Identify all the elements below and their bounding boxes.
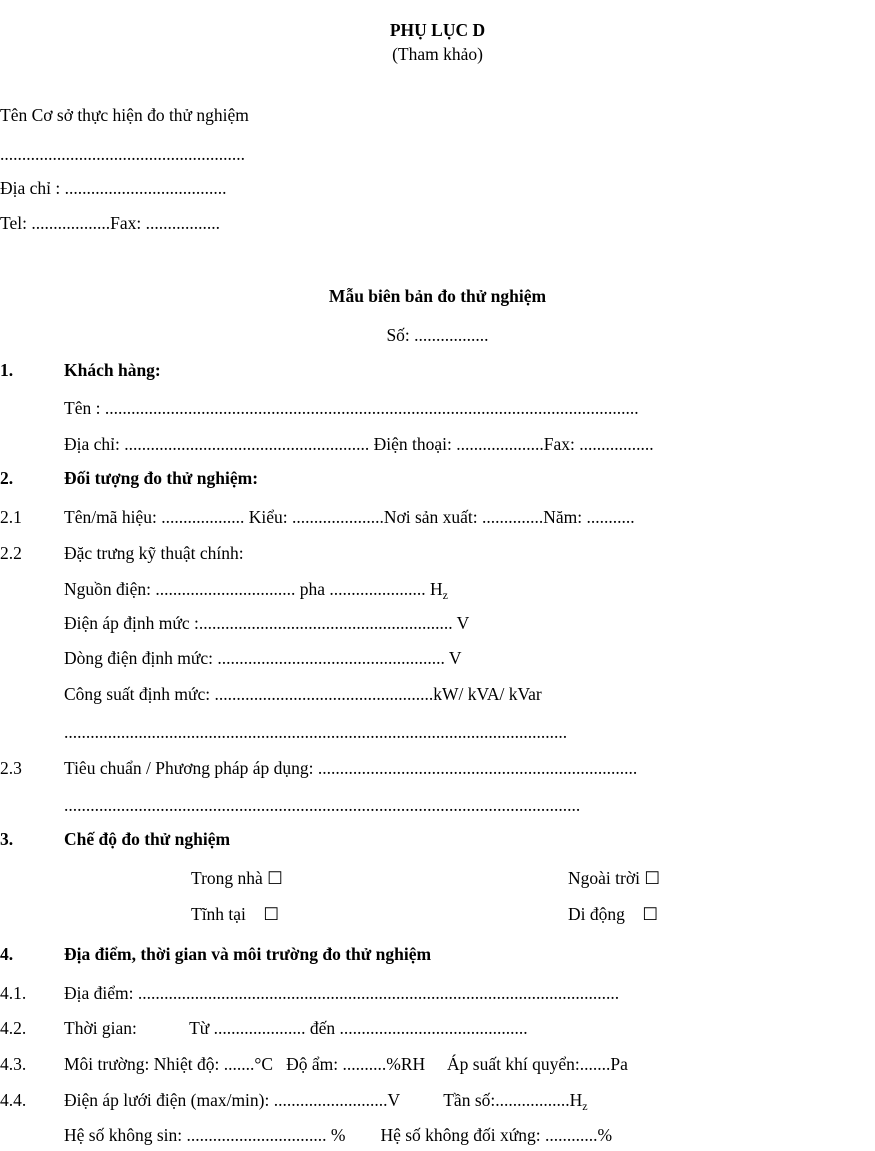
object-name-model-origin-year: Tên/mã hiệu: ................... Kiểu: .....................Nơi sản xuất: ..............Năm: ........... (64, 507, 635, 527)
report-title: Mẫu biên bản đo thử nghiệm (328, 286, 547, 306)
facility-name-dots: ........................................................ (0, 144, 245, 164)
standard-method-dots: ...................................................................................................................... (64, 795, 581, 815)
test-location: Địa điểm: .............................................................................................................. (64, 983, 620, 1003)
section-1-number: 1. (0, 360, 14, 380)
section-4-4-number: 4.4. (0, 1090, 27, 1110)
standard-method: Tiêu chuẩn / Phương pháp áp dụng: ......................................................................... (64, 758, 638, 778)
rated-power: Công suất định mức: ..................................................kW/ kVA/ kVar (64, 684, 542, 704)
page-subtitle: (Tham khảo) (392, 44, 483, 64)
mode-mobile-checkbox[interactable]: Di động ☐ (568, 904, 659, 924)
mode-indoor-checkbox[interactable]: Trong nhà ☐ (191, 868, 283, 888)
power-source: Nguồn điện: ................................ pha ...................... $H_z$ (64, 579, 448, 602)
customer-name: Tên : .......................................................................................................................... (64, 398, 639, 418)
mode-outdoor-checkbox[interactable]: Ngoài trời ☐ (568, 868, 661, 888)
section-4-2-number: 4.2. (0, 1018, 27, 1038)
rated-voltage: Điện áp định mức :.......................................................... V (64, 613, 470, 633)
grid-voltage-frequency: Điện áp lưới điện (max/min): ..........................V Tần $số:.................H_z$ (64, 1090, 588, 1113)
section-2-2-number: 2.2 (0, 543, 22, 563)
technical-specs-title: Đặc trưng kỹ thuật chính: (64, 543, 244, 563)
section-4-3-number: 4.3. (0, 1054, 27, 1074)
non-sine-asymmetry-factors: Hệ số không sin: ................................ % Hệ số không đối xứng: ............% (64, 1125, 613, 1145)
section-3-number: 3. (0, 829, 14, 849)
section-3-title: Chế độ đo thử nghiệm (64, 829, 231, 849)
section-4-number: 4. (0, 944, 14, 964)
customer-address-phone-fax: Địa chỉ: ........................................................ Điện thoại: ....................Fax: ................. (64, 434, 654, 454)
report-number: Số: ................. (386, 325, 489, 345)
section-2-3-number: 2.3 (0, 758, 22, 778)
test-environment: Môi trường: Nhiệt độ: .......°C Độ ẩm: ..........%RH Áp suất khí quyển:.......Pa (64, 1054, 628, 1074)
test-time: Thời gian: Từ ..................... đến ........................................... (64, 1018, 528, 1038)
section-2-title: Đối tượng đo thử nghiệm: (64, 468, 259, 488)
rated-current: Dòng điện định mức: .................................................... V (64, 648, 462, 668)
specs-extra-dots: ................................................................................................................... (64, 722, 568, 742)
section-4-title: Địa điểm, thời gian và môi trường đo thử nghiệm (64, 944, 432, 964)
facility-tel-fax: Tel: ..................Fax: ................. (0, 213, 220, 233)
mode-static-checkbox[interactable]: Tĩnh tại ☐ (191, 904, 280, 924)
facility-name-label: Tên Cơ sở thực hiện đo thử nghiệm (0, 105, 249, 125)
section-4-1-number: 4.1. (0, 983, 27, 1003)
section-2-1-number: 2.1 (0, 507, 22, 527)
page-title: PHỤ LỤC D (389, 20, 486, 40)
facility-address: Địa chỉ : ..................................... (0, 178, 227, 198)
section-1-title: Khách hàng: (64, 360, 161, 380)
section-2-number: 2. (0, 468, 14, 488)
